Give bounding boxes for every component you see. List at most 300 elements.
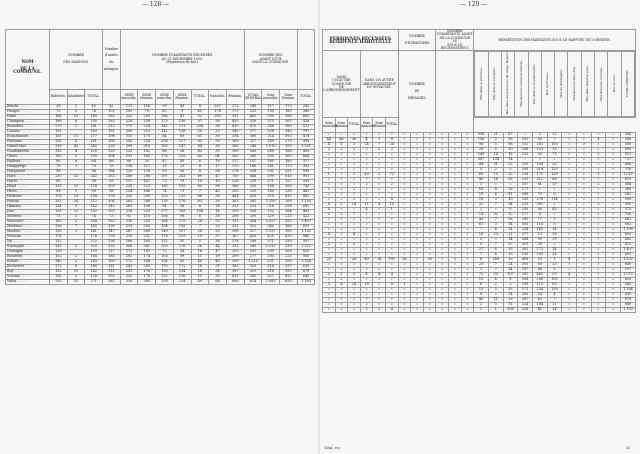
table-cell: 288 <box>120 175 138 180</box>
table-cell: 48 <box>191 260 209 265</box>
commune-name: Halleux . . . . . <box>6 160 50 165</box>
table-cell: 125 <box>532 148 547 153</box>
table-cell: 333 <box>244 205 262 210</box>
table-cell: » <box>411 258 424 263</box>
table-cell: 183 <box>103 220 121 225</box>
table-cell: 325 <box>244 265 262 270</box>
table-cell: » <box>576 168 591 173</box>
table-cell: » <box>385 248 398 253</box>
table-cell: » <box>591 223 606 228</box>
commune-name: Marenne . . . . . <box>6 225 50 230</box>
table-cell: 288 <box>518 193 533 198</box>
origin-label: Nés en Allemagne. <box>558 69 563 98</box>
commune-name: Melreux . . . . . <box>6 215 50 220</box>
table-cell: 39 <box>209 135 227 140</box>
table-cell: » <box>449 298 462 303</box>
table-cell: 205 <box>262 250 280 255</box>
table-cell: » <box>360 253 373 258</box>
table-cell: » <box>360 153 373 158</box>
table-cell: 35 <box>503 288 518 293</box>
table-cell: 4 <box>191 170 209 175</box>
table-cell: 2 <box>323 148 336 153</box>
table-cell: 184 <box>532 303 547 308</box>
table-cell: » <box>606 273 621 278</box>
table-cell: » <box>360 163 373 168</box>
table-cell: 441 <box>620 218 635 223</box>
table-cell: 278 <box>226 170 244 175</box>
table-cell: » <box>335 223 348 228</box>
table-cell: 332 <box>226 245 244 250</box>
table-cell: 135 <box>173 155 191 160</box>
table-cell: 368 <box>226 185 244 190</box>
table-cell: 337 <box>280 265 298 270</box>
table-cell: » <box>606 153 621 158</box>
table-cell: » <box>360 293 373 298</box>
table-cell: 382 <box>297 165 315 170</box>
table-cell: 72 <box>385 173 398 178</box>
table-cell: 136 <box>103 225 121 230</box>
table-cell: » <box>562 178 577 183</box>
table-cell: » <box>461 303 474 308</box>
table-cell: » <box>360 288 373 293</box>
table-cell: 330 <box>280 240 298 245</box>
table-cell: » <box>606 133 621 138</box>
table-cell: 496 <box>620 163 635 168</box>
table-cell: » <box>411 188 424 193</box>
table-cell: » <box>591 288 606 293</box>
table-cell: 67 <box>503 133 518 138</box>
table-cell: » <box>488 268 503 273</box>
table-cell: » <box>323 178 336 183</box>
table-cell: » <box>323 253 336 258</box>
footnote: Total, etc. <box>324 446 342 450</box>
table-cell: » <box>360 263 373 268</box>
table-cell: 117 <box>138 165 156 170</box>
table-cell: 66 <box>120 160 138 165</box>
table-cell: 7 <box>474 228 489 233</box>
table-cell: » <box>423 138 436 143</box>
left-subheader-cell: TOTAL. <box>297 90 315 105</box>
table-cell: 178 <box>50 235 68 240</box>
table-cell: 692 <box>620 233 635 238</box>
table-cell: » <box>398 278 411 283</box>
table-cell: » <box>488 238 503 243</box>
table-cell: 69 <box>474 173 489 178</box>
table-cell: 180 <box>280 160 298 165</box>
table-cell: 5 <box>488 143 503 148</box>
table-cell: 19 <box>209 160 227 165</box>
table-cell: 8 <box>385 138 398 143</box>
table-cell: 6 <box>488 248 503 253</box>
table-cell: 130 <box>518 253 533 258</box>
table-cell: 104 <box>103 155 121 160</box>
table-cell: » <box>411 203 424 208</box>
table-cell: 149 <box>474 153 489 158</box>
table-cell: 4 <box>385 198 398 203</box>
table-cell: 116 <box>173 275 191 280</box>
table-cell: 2 <box>348 188 361 193</box>
table-cell: 34 <box>532 293 547 298</box>
table-cell: 21 <box>67 185 85 190</box>
table-cell: » <box>385 228 398 233</box>
table-cell: 391 <box>226 115 244 120</box>
table-cell: » <box>461 193 474 198</box>
table-cell: 170 <box>226 165 244 170</box>
table-cell: 38 <box>209 240 227 245</box>
table-cell: 200 <box>138 195 156 200</box>
commune-name: Marcourt . . . . . <box>6 220 50 225</box>
table-cell: 16 <box>474 233 489 238</box>
table-cell: 177 <box>518 188 533 193</box>
table-cell: » <box>385 233 398 238</box>
table-cell: 203 <box>226 190 244 195</box>
table-cell: » <box>449 233 462 238</box>
table-cell: 2 <box>348 173 361 178</box>
origin-header-cell <box>501 52 514 117</box>
table-cell: 16 <box>503 188 518 193</box>
table-cell: 353 <box>103 245 121 250</box>
table-cell: » <box>449 283 462 288</box>
table-cell: » <box>423 298 436 303</box>
table-cell: 40 <box>474 178 489 183</box>
table-cell: 170 <box>156 265 174 270</box>
left-table-body <box>6 105 315 285</box>
table-cell: 514 <box>532 168 547 173</box>
table-cell: 178 <box>103 235 121 240</box>
table-cell: » <box>411 223 424 228</box>
table-cell: » <box>335 218 348 223</box>
etrangers-header: NOMBRE DES AYANT DÛTE DANS LA COMMUNE. <box>244 30 297 90</box>
origin-label: Nés dans la province. <box>478 67 483 100</box>
table-cell: 1.183 <box>620 308 635 313</box>
table-cell: 133 <box>50 230 68 235</box>
left-subheader-cell: Habitées. <box>50 90 68 105</box>
table-cell: 316 <box>138 145 156 150</box>
table-cell: 132 <box>50 270 68 275</box>
table-cell: 991 <box>620 203 635 208</box>
table-cell: » <box>411 153 424 158</box>
table-cell: » <box>423 243 436 248</box>
table-cell: 182 <box>138 150 156 155</box>
page-number-right: — 129 — <box>460 1 488 8</box>
table-cell: 283 <box>103 175 121 180</box>
table-cell: 224 <box>138 140 156 145</box>
table-cell: » <box>488 293 503 298</box>
table-cell: 106 <box>474 138 489 143</box>
table-cell: 420 <box>280 235 298 240</box>
commune-name: Ny . . . . . <box>6 240 50 245</box>
table-cell: 36 <box>173 205 191 210</box>
table-cell: 383 <box>138 280 156 285</box>
table-cell: 345 <box>244 275 262 280</box>
table-cell: 2 <box>323 243 336 248</box>
table-cell: 10 <box>503 148 518 153</box>
table-cell: 7 <box>67 225 85 230</box>
table-cell: 175 <box>173 220 191 225</box>
table-cell: 127 <box>280 180 298 185</box>
table-cell: 481 <box>244 115 262 120</box>
table-cell: 25 <box>547 163 562 168</box>
table-cell: » <box>562 198 577 203</box>
table-cell: 106 <box>156 215 174 220</box>
table-cell: 11 <box>191 275 209 280</box>
table-cell: » <box>348 253 361 258</box>
table-cell: » <box>423 268 436 273</box>
table-cell: » <box>398 158 411 163</box>
table-cell: 4 <box>488 228 503 233</box>
table-cell: 21 <box>67 135 85 140</box>
table-cell: 367 <box>209 105 227 110</box>
table-cell: » <box>576 303 591 308</box>
table-cell: 8 <box>488 188 503 193</box>
table-cell: » <box>398 223 411 228</box>
table-cell: 21 <box>67 210 85 215</box>
table-cell: » <box>385 238 398 243</box>
table-cell: 840 <box>297 235 315 240</box>
table-cell: 42 <box>103 105 121 110</box>
table-cell: » <box>606 178 621 183</box>
table-cell: 14 <box>488 153 503 158</box>
table-cell: 155 <box>50 210 68 215</box>
table-cell: » <box>335 238 348 243</box>
table-cell: » <box>562 168 577 173</box>
table-cell: 397 <box>156 175 174 180</box>
table-cell: » <box>461 163 474 168</box>
origin-label: Nés dans les provinces de Liège, Namur. <box>505 52 510 115</box>
table-cell: » <box>503 183 518 188</box>
table-cell: 583 <box>620 283 635 288</box>
table-cell: 7 <box>488 218 503 223</box>
census-table-left <box>5 29 315 285</box>
table-cell: 266 <box>138 200 156 205</box>
table-cell: » <box>360 193 373 198</box>
table-cell: 8 <box>474 293 489 298</box>
table-cell: » <box>547 188 562 193</box>
table-cell: » <box>373 223 386 228</box>
table-cell: 390 <box>226 150 244 155</box>
table-cell: 589 <box>620 143 635 148</box>
table-cell: 135 <box>50 275 68 280</box>
table-cell: 200 <box>138 115 156 120</box>
table-cell: » <box>436 288 449 293</box>
table-cell: 40 <box>191 155 209 160</box>
table-cell: 150 <box>85 130 103 135</box>
table-cell: 134 <box>173 270 191 275</box>
table-cell: 143 <box>85 260 103 265</box>
table-cell: 96 <box>503 143 518 148</box>
table-cell: 195 <box>156 280 174 285</box>
table-cell: » <box>606 228 621 233</box>
table-cell: 129 <box>120 170 138 175</box>
table-cell: 24 <box>67 200 85 205</box>
table-cell: 8 <box>67 160 85 165</box>
table-cell: » <box>423 173 436 178</box>
table-cell: 14 <box>209 205 227 210</box>
table-cell: 181 <box>85 140 103 145</box>
table-cell: » <box>606 283 621 288</box>
table-cell: 34 <box>503 268 518 273</box>
table-cell: 882 <box>620 223 635 228</box>
table-cell: 483 <box>297 210 315 215</box>
table-cell: 399 <box>262 115 280 120</box>
table-cell: 365 <box>226 155 244 160</box>
table-cell: 597 <box>297 240 315 245</box>
table-cell: » <box>576 243 591 248</box>
table-cell: 2 <box>385 148 398 153</box>
table-cell: » <box>323 293 336 298</box>
table-cell: 89 <box>173 135 191 140</box>
table-cell: 172 <box>532 248 547 253</box>
commune-name: Jeuc . . . . . <box>6 210 50 215</box>
table-cell: 56 <box>209 185 227 190</box>
table-cell: » <box>385 303 398 308</box>
table-cell: 314 <box>262 135 280 140</box>
table-cell: 260 <box>262 150 280 155</box>
table-cell: 189 <box>262 190 280 195</box>
table-cell: 1 <box>474 183 489 188</box>
table-cell: » <box>436 168 449 173</box>
table-cell: 474 <box>297 135 315 140</box>
table-cell: » <box>423 263 436 268</box>
table-cell: 98 <box>173 215 191 220</box>
table-cell: » <box>518 158 533 163</box>
habitants-header: NOMBRE D'HABITANTS RECENSÉS AU 31 DÉCEMBRE 1900. (Population de fait.) <box>120 30 244 90</box>
table-cell: 258 <box>244 170 262 175</box>
table-cell: 49 <box>173 105 191 110</box>
table-cell: 2 <box>488 168 503 173</box>
table-cell: 189 <box>85 115 103 120</box>
table-cell: » <box>461 283 474 288</box>
table-cell: 98 <box>85 170 103 175</box>
table-cell: 146 <box>138 260 156 265</box>
table-cell: » <box>335 268 348 273</box>
table-cell: » <box>323 218 336 223</box>
table-cell: 196 <box>138 205 156 210</box>
table-cell: 8 <box>191 215 209 220</box>
table-cell: 223 <box>280 255 298 260</box>
table-cell: » <box>436 183 449 188</box>
table-cell: » <box>385 163 398 168</box>
table-cell: 3 <box>348 143 361 148</box>
table-cell: » <box>411 148 424 153</box>
table-cell: 130 <box>547 173 562 178</box>
table-cell: 1.190 <box>620 228 635 233</box>
table-cell: » <box>576 263 591 268</box>
table-cell: 73 <box>50 110 68 115</box>
table-cell: 21 <box>503 233 518 238</box>
table-cell: » <box>436 133 449 138</box>
table-cell: 338 <box>262 130 280 135</box>
table-cell: 36 <box>191 245 209 250</box>
table-cell: 174 <box>138 255 156 260</box>
table-cell: 369 <box>620 188 635 193</box>
table-cell: 455 <box>226 120 244 125</box>
table-cell: 39 <box>209 200 227 205</box>
table-cell: 11 <box>503 303 518 308</box>
table-cell: 234 <box>532 288 547 293</box>
table-cell: » <box>591 303 606 308</box>
table-cell: » <box>547 243 562 248</box>
table-cell: 8 <box>67 120 85 125</box>
table-cell: » <box>411 238 424 243</box>
table-cell: 153 <box>50 185 68 190</box>
table-cell: » <box>461 183 474 188</box>
table-cell: » <box>423 143 436 148</box>
table-cell: » <box>373 188 386 193</box>
table-cell: 140 <box>50 260 68 265</box>
table-cell: » <box>335 168 348 173</box>
table-cell: » <box>423 188 436 193</box>
table-cell: 166 <box>244 165 262 170</box>
table-cell: » <box>360 133 373 138</box>
table-cell: » <box>562 293 577 298</box>
table-cell: 147 <box>138 180 156 185</box>
table-cell: 303 <box>226 200 244 205</box>
table-cell: » <box>576 173 591 178</box>
table-cell: » <box>335 193 348 198</box>
table-cell: 33 <box>209 130 227 135</box>
table-cell: 6 <box>474 283 489 288</box>
table-cell: » <box>323 198 336 203</box>
table-cell: 18 <box>360 283 373 288</box>
table-cell: 170 <box>50 195 68 200</box>
table-cell: 277 <box>85 135 103 140</box>
table-cell: 268 <box>262 185 280 190</box>
table-cell: 214 <box>120 210 138 215</box>
table-cell: 172 <box>120 250 138 255</box>
table-cell: 107 <box>173 230 191 235</box>
left-subheader-cell: Masculin. <box>209 90 227 105</box>
table-cell: 24 <box>360 143 373 148</box>
table-cell: 204 <box>103 200 121 205</box>
table-cell: 5 <box>191 240 209 245</box>
table-cell: » <box>461 133 474 138</box>
table-cell: » <box>323 163 336 168</box>
table-cell: » <box>348 228 361 233</box>
table-cell: 102 <box>50 255 68 260</box>
table-cell: 1.010 <box>262 145 280 150</box>
table-cell: 377 <box>518 233 533 238</box>
table-cell: 346 <box>244 145 262 150</box>
table-cell: 19 <box>209 255 227 260</box>
table-cell: » <box>436 208 449 213</box>
table-cell: » <box>335 263 348 268</box>
table-cell: 2 <box>488 138 503 143</box>
table-cell: 40 <box>173 160 191 165</box>
table-cell: » <box>323 278 336 283</box>
table-cell: 229 <box>262 215 280 220</box>
table-cell: 25 <box>547 263 562 268</box>
table-cell: 152 <box>85 210 103 215</box>
table-cell: » <box>385 178 398 183</box>
table-cell: 25 <box>67 280 85 285</box>
table-cell: 8 <box>323 203 336 208</box>
commune-name: Sohier . . . . . <box>6 260 50 265</box>
table-cell: 3 <box>323 273 336 278</box>
table-cell: 164 <box>103 170 121 175</box>
table-cell: » <box>411 208 424 213</box>
table-cell: » <box>606 148 621 153</box>
table-cell: 410 <box>620 178 635 183</box>
table-cell: 380 <box>244 155 262 160</box>
table-cell: » <box>576 268 591 273</box>
table-cell: 1.152 <box>297 230 315 235</box>
table-cell: » <box>323 263 336 268</box>
table-cell: 4 <box>360 138 373 143</box>
table-cell: 630 <box>620 293 635 298</box>
table-cell: » <box>411 198 424 203</box>
left-subheader-cell: Sexe masculin. <box>262 90 280 105</box>
